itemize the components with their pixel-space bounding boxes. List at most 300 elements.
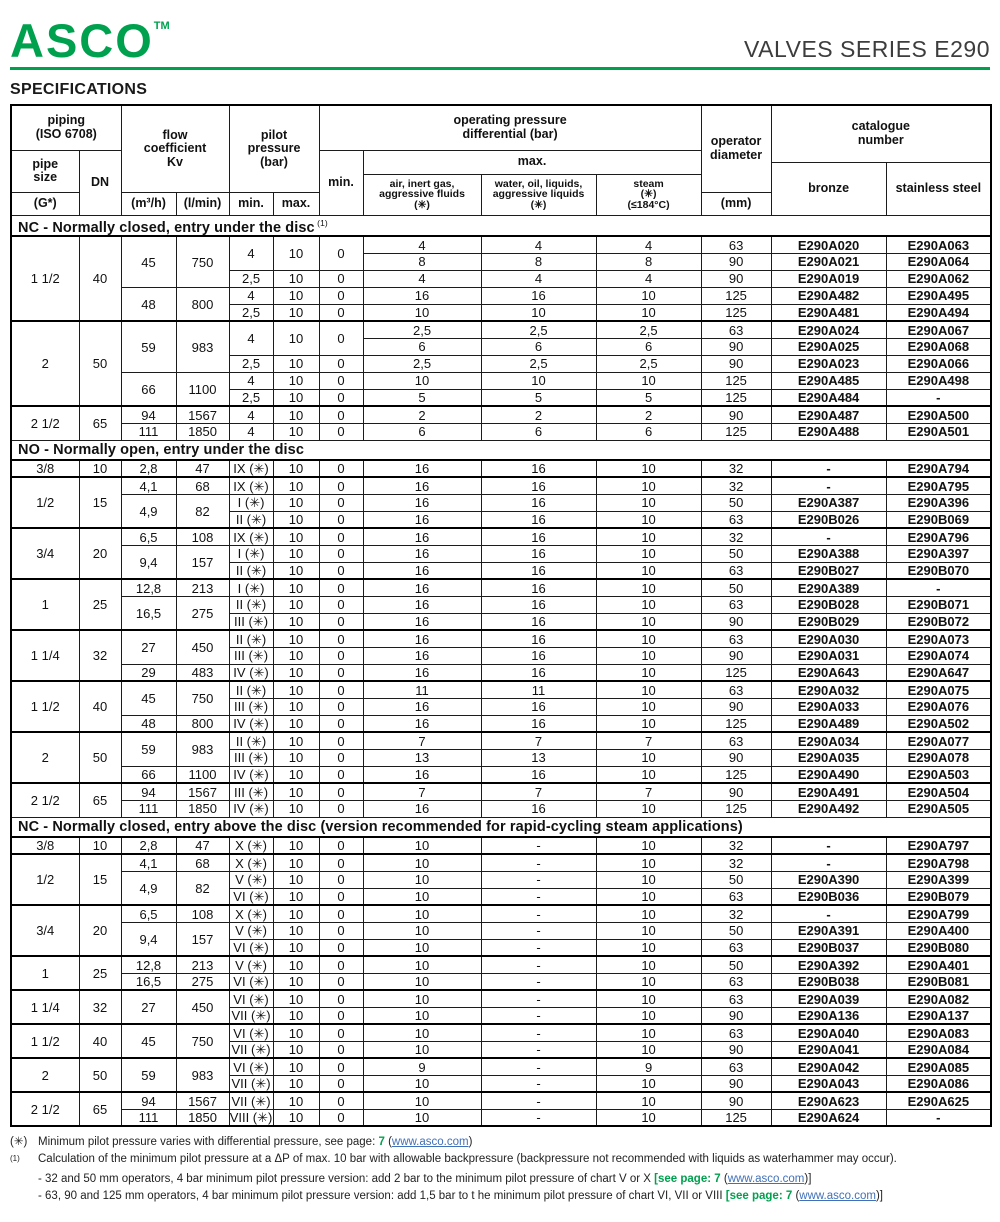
operator-diameter-cell: 90: [701, 270, 771, 287]
pipe-size-cell: 2: [11, 1058, 79, 1092]
stainless-catalogue-cell: E290A397: [886, 545, 991, 562]
steam-max-cell: 10: [596, 939, 701, 956]
kv-m3h-cell: 111: [121, 1109, 176, 1126]
header-catalogue-number: catalogue number: [771, 105, 991, 162]
kv-m3h-cell: 48: [121, 715, 176, 732]
dn-cell: 10: [79, 460, 121, 477]
bronze-catalogue-cell: E290A032: [771, 681, 886, 698]
stainless-catalogue-cell: E290A396: [886, 494, 991, 511]
steam-max-cell: 10: [596, 596, 701, 613]
operator-diameter-cell: 63: [701, 888, 771, 905]
operating-min-cell: 0: [319, 681, 363, 698]
steam-max-cell: 2: [596, 406, 701, 423]
pilot-min-cell: VIII (✳): [229, 1110, 273, 1126]
steam-max-cell: 4: [596, 270, 701, 287]
stainless-catalogue-cell: E290A625: [886, 1092, 991, 1109]
kv-lmin-cell: 1567: [176, 1092, 229, 1109]
pilot-min-cell: VII (✳): [229, 1092, 273, 1109]
operating-min-cell: 0: [319, 477, 363, 494]
kv-m3h-cell: 48: [121, 287, 176, 321]
air-max-cell: 6: [363, 423, 481, 440]
operator-diameter-cell: 32: [701, 460, 771, 477]
bronze-catalogue-cell: -: [771, 905, 886, 922]
section-footnote-marker: (1): [314, 217, 328, 228]
header-operating-min: min.: [319, 150, 363, 215]
air-max-cell: 10: [363, 854, 481, 871]
bronze-catalogue-cell: E290B027: [771, 562, 886, 579]
water-max-cell: -: [481, 871, 596, 888]
steam-max-cell: 9: [596, 1058, 701, 1075]
steam-max-cell: 2,5: [596, 355, 701, 372]
water-max-cell: 6: [481, 338, 596, 355]
kv-lmin-cell: 82: [176, 494, 229, 528]
water-max-cell: 16: [481, 477, 596, 494]
operating-min-cell: 0: [319, 460, 363, 477]
operating-min-cell: 0: [319, 854, 363, 871]
kv-lmin-cell: 1850: [176, 1109, 229, 1126]
pilot-max-cell: 10: [273, 423, 319, 440]
pipe-size-cell: 1: [11, 956, 79, 990]
water-max-cell: 16: [481, 562, 596, 579]
operator-diameter-cell: 63: [701, 630, 771, 647]
operating-min-cell: 0: [319, 406, 363, 423]
header-stainless-steel: stainless steel: [886, 162, 991, 215]
table-row: [11, 973, 991, 990]
bronze-catalogue-cell: E290A041: [771, 1041, 886, 1058]
water-max-cell: 2,5: [481, 321, 596, 338]
pilot-min-cell: IX (✳): [229, 460, 273, 477]
kv-m3h-cell: 12,8: [121, 956, 176, 973]
bronze-catalogue-cell: -: [771, 528, 886, 545]
stainless-catalogue-cell: E290A075: [886, 681, 991, 698]
water-max-cell: 16: [481, 494, 596, 511]
header-operator-diameter: operator diameter: [701, 105, 771, 192]
pilot-min-cell: III (✳): [229, 613, 273, 630]
air-max-cell: 10: [363, 1092, 481, 1109]
footnote-segment: Calculation of the minimum pilot pressure at a ΔP of max. 10 bar with allowable backpressure (backpressure not recommended with liquids as waterhammer may occur).: [38, 1152, 897, 1165]
header-air-column: air, inert gas, aggressive fluids (✳): [363, 174, 481, 215]
kv-lmin-cell: 983: [176, 732, 229, 766]
pilot-min-cell: II (✳): [229, 596, 273, 613]
water-max-cell: 16: [481, 460, 596, 477]
kv-m3h-cell: 4,9: [121, 871, 176, 905]
stainless-catalogue-cell: E290B081: [886, 973, 991, 990]
water-max-cell: -: [481, 990, 596, 1007]
pilot-min-cell: 4: [229, 423, 273, 440]
air-max-cell: 10: [363, 304, 481, 321]
operator-diameter-cell: 32: [701, 837, 771, 854]
table-row: [11, 766, 991, 783]
air-max-cell: 10: [363, 1041, 481, 1058]
stainless-catalogue-cell: E290A495: [886, 287, 991, 304]
steam-max-cell: 10: [596, 698, 701, 715]
table-row: [11, 1109, 991, 1126]
pilot-min-cell: VI (✳): [229, 973, 273, 990]
pilot-max-cell: 10: [273, 732, 319, 749]
water-max-cell: 16: [481, 647, 596, 664]
water-max-cell: 16: [481, 715, 596, 732]
water-max-cell: 8: [481, 253, 596, 270]
pilot-max-cell: 10: [273, 304, 319, 321]
pilot-min-cell: I (✳): [229, 494, 273, 511]
pilot-max-cell: 10: [273, 698, 319, 715]
operator-diameter-cell: 125: [701, 287, 771, 304]
operator-diameter-cell: 50: [701, 956, 771, 973]
air-max-cell: 16: [363, 579, 481, 596]
kv-lmin-cell: 213: [176, 579, 229, 596]
kv-lmin-cell: 108: [176, 905, 229, 922]
bronze-catalogue-cell: E290A390: [771, 871, 886, 888]
stainless-catalogue-cell: E290A085: [886, 1058, 991, 1075]
operator-diameter-cell: 63: [701, 732, 771, 749]
table-row: [11, 990, 991, 1007]
operating-min-cell: 0: [319, 355, 363, 372]
bronze-catalogue-cell: E290A136: [771, 1007, 886, 1024]
pilot-max-cell: 10: [273, 973, 319, 990]
air-max-cell: 16: [363, 715, 481, 732]
dn-cell: 20: [79, 528, 121, 579]
asco-link[interactable]: www.asco.com: [799, 1189, 876, 1202]
kv-lmin-cell: 450: [176, 990, 229, 1024]
pilot-min-cell: 4: [229, 287, 273, 304]
operator-diameter-cell: 50: [701, 871, 771, 888]
air-max-cell: 10: [363, 1109, 481, 1126]
pilot-min-cell: IV (✳): [229, 715, 273, 732]
table-row: [11, 854, 991, 871]
operator-diameter-cell: 90: [701, 783, 771, 800]
operating-min-cell: 0: [319, 871, 363, 888]
table-row: [11, 545, 991, 562]
steam-max-cell: 10: [596, 766, 701, 783]
air-max-cell: 10: [363, 939, 481, 956]
pipe-size-cell: 1 1/4: [11, 990, 79, 1024]
air-max-cell: 16: [363, 528, 481, 545]
table-row: [11, 321, 991, 338]
water-max-cell: 6: [481, 423, 596, 440]
stainless-catalogue-cell: E290B072: [886, 613, 991, 630]
table-row: [11, 732, 991, 749]
water-max-cell: 2: [481, 406, 596, 423]
operator-diameter-cell: 63: [701, 236, 771, 253]
operator-diameter-cell: 63: [701, 939, 771, 956]
kv-m3h-cell: 4,9: [121, 494, 176, 528]
stainless-catalogue-cell: E290A077: [886, 732, 991, 749]
kv-lmin-cell: 108: [176, 528, 229, 545]
page-reference: [see page: 7: [654, 1173, 721, 1186]
kv-lmin-cell: 68: [176, 477, 229, 494]
stainless-catalogue-cell: E290B070: [886, 562, 991, 579]
operator-diameter-cell: 90: [701, 338, 771, 355]
operating-min-cell: 0: [319, 321, 363, 355]
pilot-max-cell: 10: [273, 888, 319, 905]
footnote: [10, 1151, 990, 1171]
kv-m3h-cell: 59: [121, 321, 176, 372]
table-row: [11, 664, 991, 681]
operator-diameter-cell: 63: [701, 1024, 771, 1041]
kv-lmin-cell: 1567: [176, 783, 229, 800]
table-row: [11, 494, 991, 511]
air-max-cell: 16: [363, 477, 481, 494]
footnote-marker: [10, 1171, 38, 1188]
operator-diameter-cell: 90: [701, 253, 771, 270]
pilot-max-cell: 10: [273, 321, 319, 355]
bronze-catalogue-cell: E290A040: [771, 1024, 886, 1041]
pilot-min-cell: III (✳): [229, 749, 273, 766]
air-max-cell: 16: [363, 287, 481, 304]
steam-max-cell: 5: [596, 389, 701, 406]
air-max-cell: 16: [363, 800, 481, 817]
operating-min-cell: 0: [319, 545, 363, 562]
kv-lmin-cell: 800: [176, 715, 229, 732]
bronze-catalogue-cell: E290A481: [771, 304, 886, 321]
pilot-min-cell: VII (✳): [229, 1075, 273, 1092]
steam-max-cell: 10: [596, 854, 701, 871]
operating-min-cell: 0: [319, 304, 363, 321]
bronze-catalogue-cell: E290A039: [771, 990, 886, 1007]
header-pilot-pressure: pilot pressure (bar): [229, 105, 319, 192]
kv-lmin-cell: 47: [176, 837, 229, 854]
pilot-min-cell: III (✳): [229, 698, 273, 715]
bronze-catalogue-cell: E290B038: [771, 973, 886, 990]
pilot-max-cell: 10: [273, 766, 319, 783]
kv-lmin-cell: 750: [176, 236, 229, 287]
operating-min-cell: 0: [319, 511, 363, 528]
air-max-cell: 16: [363, 460, 481, 477]
pilot-max-cell: 10: [273, 1109, 319, 1126]
bronze-catalogue-cell: E290A035: [771, 749, 886, 766]
pilot-min-cell: 2,5: [229, 355, 273, 372]
bronze-catalogue-cell: E290A034: [771, 732, 886, 749]
footnote-segment: (: [792, 1189, 800, 1202]
air-max-cell: 4: [363, 236, 481, 253]
pilot-max-cell: 10: [273, 511, 319, 528]
pilot-min-cell: II (✳): [229, 732, 273, 749]
operator-diameter-cell: 50: [701, 579, 771, 596]
footnote-segment: (: [720, 1173, 728, 1186]
water-max-cell: -: [481, 888, 596, 905]
pilot-max-cell: 10: [273, 613, 319, 630]
steam-max-cell: 2,5: [596, 321, 701, 338]
operating-min-cell: 0: [319, 990, 363, 1007]
air-max-cell: 11: [363, 681, 481, 698]
water-max-cell: -: [481, 854, 596, 871]
operating-min-cell: 0: [319, 1007, 363, 1024]
water-max-cell: 16: [481, 630, 596, 647]
pilot-min-cell: I (✳): [229, 579, 273, 596]
air-max-cell: 10: [363, 1007, 481, 1024]
stainless-catalogue-cell: E290A074: [886, 647, 991, 664]
pilot-max-cell: 10: [273, 460, 319, 477]
pilot-min-cell: 4: [229, 236, 273, 270]
asco-link[interactable]: www.asco.com: [727, 1173, 805, 1186]
kv-lmin-cell: 1850: [176, 800, 229, 817]
pipe-size-cell: 1 1/2: [11, 681, 79, 732]
header-flow-lmin-unit: (l/min): [176, 192, 229, 215]
stainless-catalogue-cell: E290B080: [886, 939, 991, 956]
stainless-catalogue-cell: E290A082: [886, 990, 991, 1007]
table-row: [11, 715, 991, 732]
pipe-size-cell: 3/4: [11, 528, 79, 579]
kv-lmin-cell: 750: [176, 1024, 229, 1058]
air-max-cell: 16: [363, 511, 481, 528]
table-row: [11, 1058, 991, 1075]
stainless-catalogue-cell: E290A797: [886, 837, 991, 854]
page-reference: 7: [378, 1136, 385, 1149]
document-title: VALVES SERIES E290: [744, 36, 990, 62]
steam-max-cell: 6: [596, 423, 701, 440]
bronze-catalogue-cell: E290B029: [771, 613, 886, 630]
stainless-catalogue-cell: E290A505: [886, 800, 991, 817]
stainless-catalogue-cell: -: [886, 579, 991, 596]
bronze-catalogue-cell: E290B028: [771, 596, 886, 613]
footnote-text: [38, 1188, 990, 1205]
stainless-catalogue-cell: E290B079: [886, 888, 991, 905]
footnote-segment: ): [468, 1136, 473, 1149]
steam-max-cell: 4: [596, 236, 701, 253]
air-max-cell: 16: [363, 545, 481, 562]
kv-m3h-cell: 4,1: [121, 477, 176, 494]
steam-max-cell: 10: [596, 871, 701, 888]
table-row: [11, 630, 991, 647]
stainless-catalogue-cell: E290A083: [886, 1024, 991, 1041]
footnote-text: [38, 1171, 990, 1188]
bronze-catalogue-cell: E290A643: [771, 664, 886, 681]
water-max-cell: 16: [481, 800, 596, 817]
header-piping: piping (ISO 6708): [11, 105, 121, 150]
kv-lmin-cell: 68: [176, 854, 229, 871]
pilot-min-cell: VI (✳): [229, 939, 273, 956]
table-row: [11, 236, 991, 253]
pilot-min-cell: 4: [229, 321, 273, 355]
table-row: [11, 406, 991, 423]
water-max-cell: 16: [481, 511, 596, 528]
header-operator-unit: (mm): [701, 192, 771, 215]
steam-max-cell: 10: [596, 460, 701, 477]
water-max-cell: 16: [481, 287, 596, 304]
bronze-catalogue-cell: E290A623: [771, 1092, 886, 1109]
steam-max-cell: 10: [596, 647, 701, 664]
page-header: [10, 4, 990, 68]
kv-lmin-cell: 450: [176, 630, 229, 664]
water-max-cell: 7: [481, 783, 596, 800]
specifications-table: [10, 104, 992, 1127]
operating-min-cell: 0: [319, 749, 363, 766]
operating-min-cell: 0: [319, 800, 363, 817]
air-max-cell: 16: [363, 698, 481, 715]
operator-diameter-cell: 63: [701, 596, 771, 613]
pilot-min-cell: 4: [229, 406, 273, 423]
bronze-catalogue-cell: E290A492: [771, 800, 886, 817]
pilot-max-cell: 10: [273, 905, 319, 922]
pilot-min-cell: 2,5: [229, 270, 273, 287]
water-max-cell: 11: [481, 681, 596, 698]
pilot-max-cell: 10: [273, 355, 319, 372]
pipe-size-cell: 2 1/2: [11, 783, 79, 817]
steam-max-cell: 10: [596, 477, 701, 494]
table-row: [11, 460, 991, 477]
air-max-cell: 8: [363, 253, 481, 270]
steam-max-cell: 10: [596, 494, 701, 511]
water-max-cell: -: [481, 1024, 596, 1041]
bronze-catalogue-cell: E290A030: [771, 630, 886, 647]
header-pilot-max: max.: [273, 192, 319, 215]
kv-m3h-cell: 66: [121, 766, 176, 783]
steam-max-cell: 10: [596, 956, 701, 973]
pipe-size-cell: 2: [11, 321, 79, 406]
pilot-min-cell: 2,5: [229, 304, 273, 321]
water-max-cell: 16: [481, 528, 596, 545]
kv-lmin-cell: 157: [176, 545, 229, 579]
water-max-cell: 4: [481, 236, 596, 253]
pilot-max-cell: 10: [273, 956, 319, 973]
steam-max-cell: 10: [596, 681, 701, 698]
water-max-cell: -: [481, 1109, 596, 1126]
footnote-segment: )]: [875, 1189, 883, 1202]
pilot-max-cell: 10: [273, 854, 319, 871]
pipe-size-cell: 2 1/2: [11, 1092, 79, 1126]
footnote: [10, 1171, 990, 1188]
operating-min-cell: 0: [319, 1058, 363, 1075]
air-max-cell: 10: [363, 973, 481, 990]
air-max-cell: 7: [363, 783, 481, 800]
steam-max-cell: 10: [596, 1007, 701, 1024]
operating-min-cell: 0: [319, 715, 363, 732]
operating-min-cell: 0: [319, 766, 363, 783]
water-max-cell: 16: [481, 698, 596, 715]
stainless-catalogue-cell: E290A073: [886, 630, 991, 647]
bronze-catalogue-cell: -: [771, 460, 886, 477]
water-max-cell: -: [481, 837, 596, 854]
pilot-min-cell: X (✳): [229, 905, 273, 922]
pilot-max-cell: 10: [273, 783, 319, 800]
kv-m3h-cell: 16,5: [121, 596, 176, 630]
operator-diameter-cell: 90: [701, 406, 771, 423]
operator-diameter-cell: 125: [701, 1109, 771, 1126]
footnote-segment: - 63, 90 and 125 mm operators, 4 bar minimum pilot pressure version: add 1,5 bar to t he minimum pilot pressure of chart VI, VII or VIII: [38, 1189, 726, 1202]
footnote-marker: (1): [10, 1153, 20, 1163]
steam-max-cell: 10: [596, 1109, 701, 1126]
operator-diameter-cell: 125: [701, 715, 771, 732]
bronze-catalogue-cell: E290A388: [771, 545, 886, 562]
asco-link[interactable]: www.asco.com: [391, 1136, 469, 1149]
dn-cell: 50: [79, 1058, 121, 1092]
operating-min-cell: 0: [319, 698, 363, 715]
dn-cell: 40: [79, 1024, 121, 1058]
air-max-cell: 16: [363, 562, 481, 579]
divider-line: [10, 67, 990, 70]
stainless-catalogue-cell: E290A137: [886, 1007, 991, 1024]
steam-max-cell: 10: [596, 664, 701, 681]
bronze-catalogue-cell: E290A491: [771, 783, 886, 800]
dn-cell: 20: [79, 905, 121, 956]
bronze-catalogue-cell: E290A487: [771, 406, 886, 423]
bronze-catalogue-cell: E290A624: [771, 1109, 886, 1126]
air-max-cell: 16: [363, 664, 481, 681]
kv-m3h-cell: 27: [121, 630, 176, 664]
pilot-min-cell: IV (✳): [229, 664, 273, 681]
bronze-catalogue-cell: E290A391: [771, 922, 886, 939]
water-max-cell: -: [481, 1058, 596, 1075]
table-row: [11, 905, 991, 922]
operator-diameter-cell: 90: [701, 647, 771, 664]
bronze-catalogue-cell: -: [771, 854, 886, 871]
kv-m3h-cell: 45: [121, 1024, 176, 1058]
table-row: [11, 871, 991, 888]
operator-diameter-cell: 63: [701, 562, 771, 579]
kv-m3h-cell: 94: [121, 1092, 176, 1109]
pilot-max-cell: 10: [273, 630, 319, 647]
footnotes: [10, 1134, 990, 1204]
